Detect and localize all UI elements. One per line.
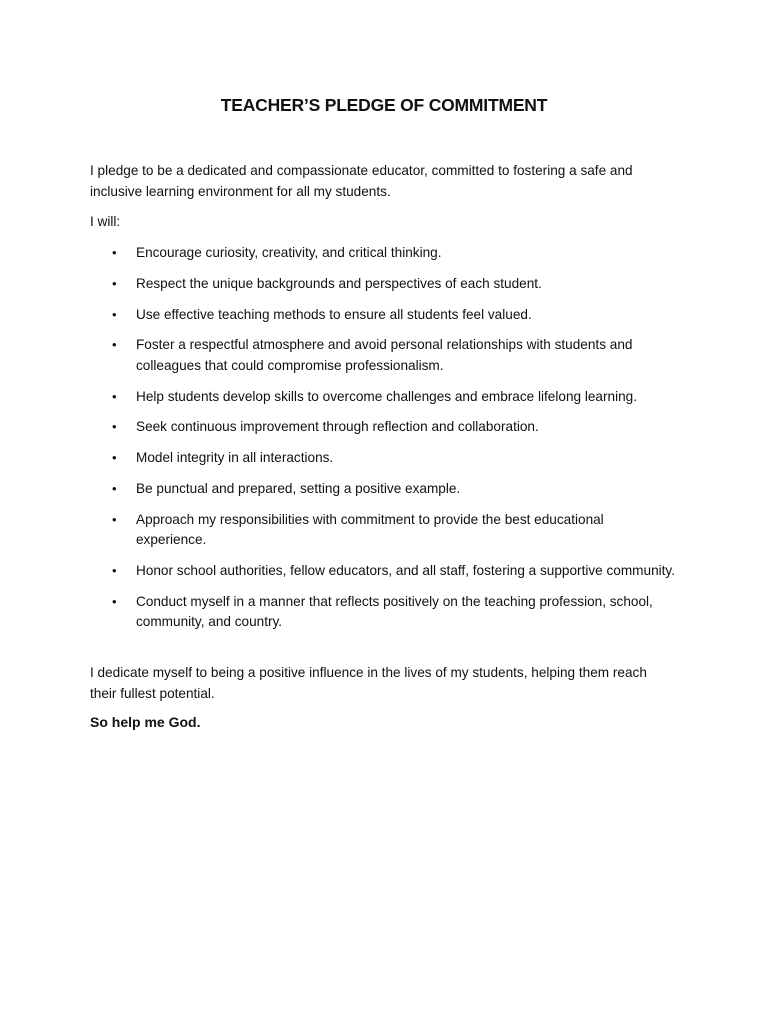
pledge-text: Encourage curiosity, creativity, and critical thinking.: [136, 245, 442, 260]
pledge-item: [90, 592, 676, 633]
pledge-text: Conduct myself in a manner that reflects positively on the teaching profession, school, community, and country.: [136, 593, 653, 630]
i-will-label: I will:: [90, 214, 121, 229]
pledge-list: [90, 243, 690, 643]
pledge-item: [90, 274, 676, 295]
bullet-icon: •: [112, 593, 117, 609]
pledge-item: [90, 243, 676, 264]
pledge-item: [90, 561, 676, 582]
pledge-item: [90, 479, 676, 500]
pledge-item: [90, 448, 676, 469]
final-line: So help me God.: [90, 714, 201, 730]
pledge-item: [90, 417, 676, 438]
pledge-item: [90, 305, 676, 326]
pledge-text: Model integrity in all interactions.: [136, 450, 334, 466]
pledge-text: Honor school authorities, fellow educators, and all staff, fostering a supportive community.: [136, 563, 675, 579]
pledge-text: Approach my responsibilities with commitment to provide the best educational experience.: [136, 511, 604, 548]
pledge-text: Be punctual and prepared, setting a positive example.: [136, 481, 461, 497]
pledge-item: [90, 335, 676, 376]
bullet-icon: •: [112, 388, 117, 404]
bullet-icon: •: [112, 563, 117, 579]
bullet-icon: •: [112, 337, 117, 353]
bullet-icon: •: [112, 481, 117, 497]
bullet-icon: •: [112, 245, 117, 260]
pledge-item: [90, 387, 676, 408]
bullet-icon: •: [112, 275, 117, 291]
pledge-text: Respect the unique backgrounds and perspectives of each student.: [136, 275, 542, 291]
document-title: TEACHER’S PLEDGE OF COMMITMENT: [220, 95, 548, 115]
bullet-icon: •: [112, 306, 117, 322]
bullet-icon: •: [112, 419, 117, 435]
pledge-item: [90, 510, 676, 551]
pledge-text: Foster a respectful atmosphere and avoid personal relationships with students and colleagues that could compromise professionalism.: [136, 337, 633, 373]
bullet-icon: •: [112, 450, 117, 466]
intro-paragraph: I pledge to be a dedicated and compassionate educator, committed to fostering a safe and inclusive learning environment for all my students.: [90, 163, 633, 199]
bullet-icon: •: [112, 511, 117, 527]
pledge-text: Help students develop skills to overcome challenges and embrace lifelong learning.: [136, 388, 637, 404]
closing-paragraph: I dedicate myself to being a positive influence in the lives of my students, helping them reach their fullest potential.: [90, 665, 647, 701]
pledge-text: Use effective teaching methods to ensure all students feel valued.: [136, 306, 532, 322]
pledge-text: Seek continuous improvement through reflection and collaboration.: [136, 419, 539, 435]
